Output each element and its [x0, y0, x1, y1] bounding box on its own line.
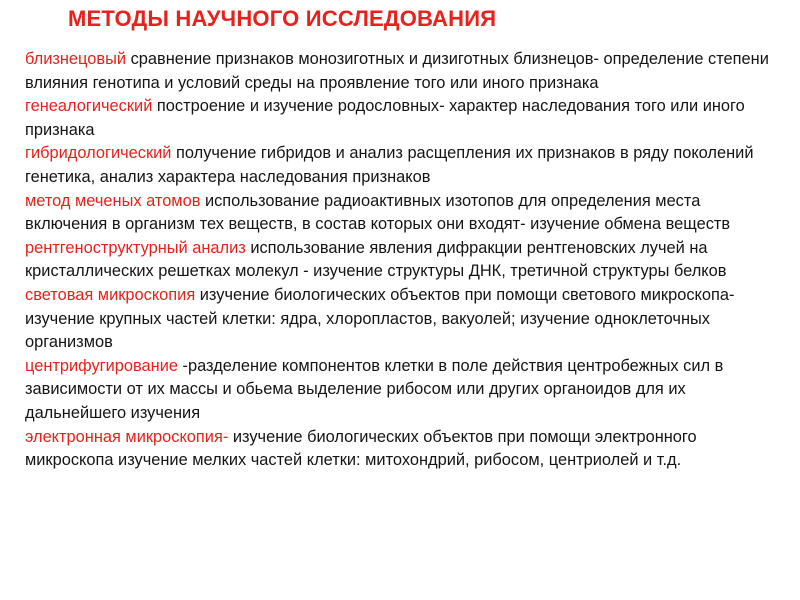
method-term: гибридологический	[25, 144, 172, 163]
method-description: использование явления дифракции рентгеновских лучей на кристаллических решетках молекул - изучение структуры ДНК, третичной структуры белков	[25, 238, 727, 281]
method-description: получение гибридов и анализ расщепления их признаков в ряду поколений генетика, анализ характера наследования признаков	[25, 144, 754, 186]
method-item-hybridological	[25, 142, 780, 189]
method-item-genealogical	[25, 95, 780, 142]
method-term: рентгеноструктурный анализ	[25, 238, 246, 257]
method-description: изучение биологических объектов при помощи светового микроскопа- изучение крупных частей клетки: ядра, хлоропластов, вакуолей; изучение одноклеточных организмов	[25, 285, 735, 352]
method-description: построение и изучение родословных- характер наследования того или иного признака	[25, 97, 745, 139]
slide-title: МЕТОДЫ НАУЧНОГО ИССЛЕДОВАНИЯ	[68, 6, 497, 31]
method-item-electron-microscopy	[25, 426, 780, 473]
method-item-xray-analysis	[25, 237, 780, 284]
method-term: метод меченых атомов	[25, 191, 201, 210]
method-term: генеалогический	[25, 97, 153, 116]
method-term: близнецовый	[25, 50, 127, 68]
methods-list	[25, 48, 780, 473]
method-term: световая микроскопия	[25, 285, 196, 304]
method-term: центрифугирование	[25, 356, 178, 375]
method-item-light-microscopy	[25, 284, 780, 355]
method-description: изучение биологических объектов при помощи электронного микроскопа изучение мелких частей клетки: митохондрий, рибосом, центриолей и т.д.	[25, 427, 697, 470]
method-description: сравнение признаков монозиготных и дизиготных близнецов- определение степени влияния генотипа и условий среды на проявление того или иного признака	[25, 50, 769, 92]
method-term: электронная микроскопия-	[25, 427, 229, 446]
method-item-centrifugation	[25, 355, 780, 426]
method-item-labeled-atoms	[25, 190, 780, 237]
method-description: использование радиоактивных изотопов для определения места включения в организм тех веществ, в состав которых они входят- изучение обмена веществ	[25, 191, 731, 234]
method-item-twin	[25, 48, 780, 95]
method-description: -разделение компонентов клетки в поле действия центробежных сил в зависимости от их массы и обьема выделение рибосом или других органоидов для их дальнейшего изучения	[25, 356, 724, 422]
